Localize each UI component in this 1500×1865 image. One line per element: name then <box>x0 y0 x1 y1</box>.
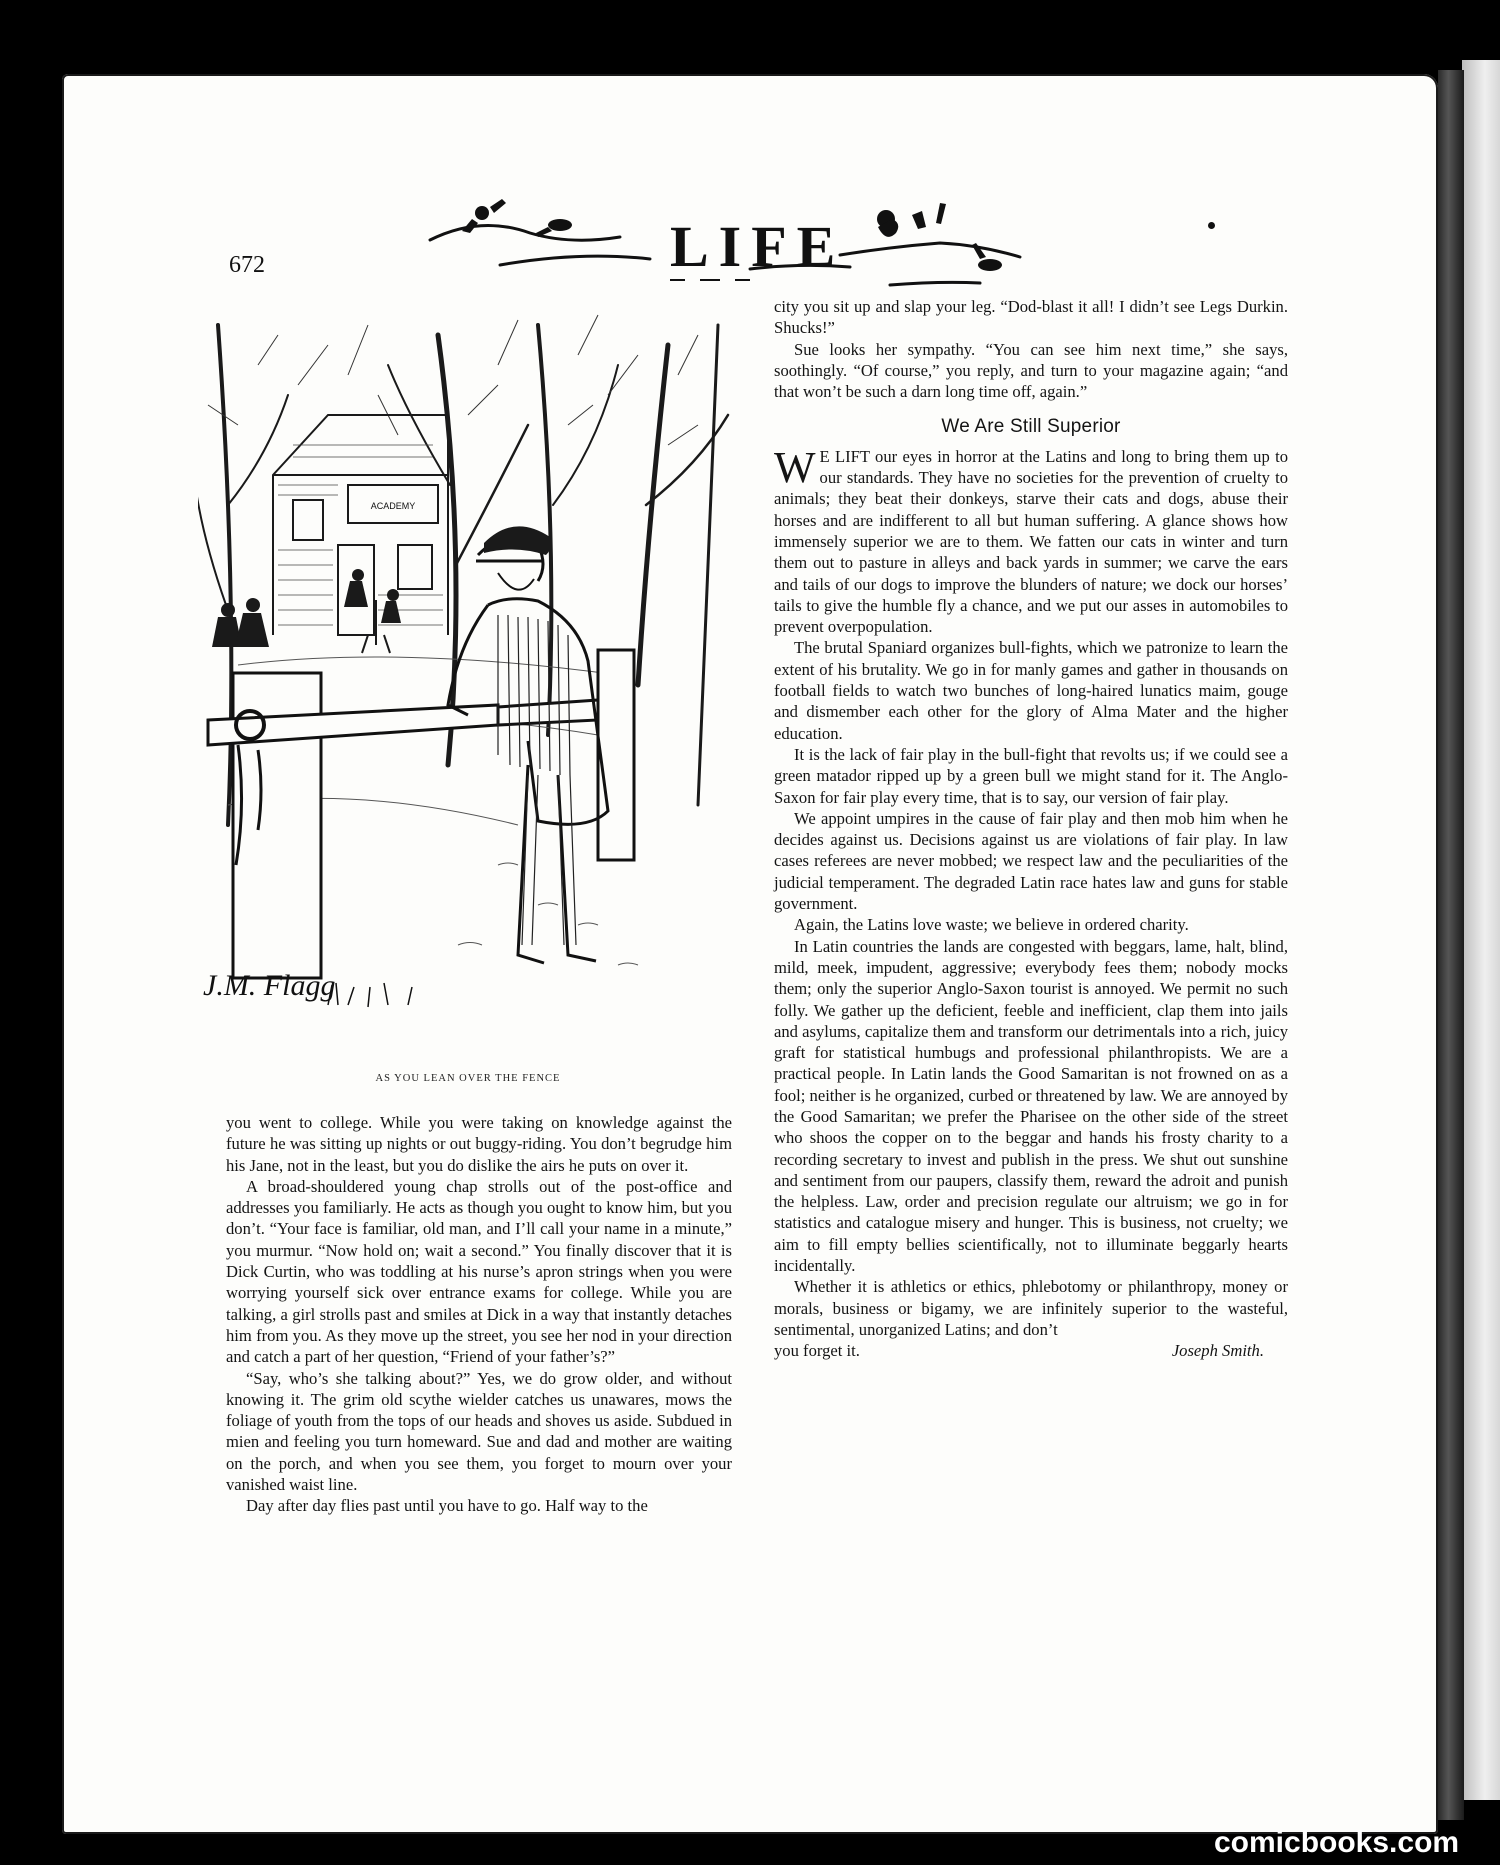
left-paragraph-4: Day after day flies past until you have to go. Half way to the <box>246 1496 648 1516</box>
masthead <box>420 185 1040 295</box>
article-paragraph-3: It is the lack of fair play in the bull-fight that revolts us; if we could see a green matador ripped up by a green bull we might stand for it. The Anglo-Saxon for fair play every time, that is to say, our version of fair play. <box>774 744 1288 807</box>
right-lead-paragraph-2: Sue looks her sympathy. “You can see him next time,” she says, soothingly. “Of course,” you reply, and turn to your magazine again; “and that won’t be such a darn long time off, again.” <box>774 339 1288 402</box>
article-paragraph-7: Whether it is athletics or ethics, phlebotomy or philanthropy, money or morals, business or bigamy, we are infinitely superior to the wasteful, sentimental, unorganized Latins; and don’t <box>774 1277 1288 1339</box>
signature-line <box>774 1340 1288 1361</box>
dropcap-letter: W <box>774 442 816 492</box>
first-paragraph-text: E LIFT our eyes in horror at the Latins and long to bring them up to our standards. They have no societies for the prevention of cruelty to animals; they beat their donkeys, starve their cats and dogs, abuse their horses and are indifferent to all but human suffering. A glance shows how immensely superior we are to them. We fatten our cats in winter and turn them out to pasture in alleys and back yards in summer; we carve the ears and tails of our dogs to improve the blunders of nature; we dock our horses’ tails to give the humble fly a chance, and we put our asses in automobiles to prevent overpopulation. <box>774 446 1288 637</box>
left-column <box>226 1112 732 1517</box>
masthead-title: LIFE <box>670 214 846 279</box>
fence-scene-drawing <box>198 305 738 1070</box>
ink-dot <box>1208 222 1215 229</box>
author-byline: Joseph Smith. <box>1171 1341 1264 1361</box>
academy-sign-text: ACADEMY <box>370 501 416 511</box>
artist-signature: J.M. Flagg <box>203 969 336 1002</box>
page-number: 672 <box>229 252 265 278</box>
illustration-caption: AS YOU LEAN OVER THE FENCE <box>375 1073 561 1084</box>
binding-gutter <box>1438 70 1464 1820</box>
right-lead-paragraph-1: city you sit up and slap your leg. “Dod-blast it all! I didn’t see Legs Durkin. Shucks!” <box>774 297 1288 338</box>
article-paragraph-5: Again, the Latins love waste; we believe in ordered charity. <box>794 915 1189 935</box>
left-paragraph-2: A broad-shouldered young chap strolls out of the post-office and addresses you familiarly. He acts as though you ought to know him, but you don’t. “Your face is familiar, old man, and I’ll call your name in a minute,” you murmur. “Now hold on; wait a second.” You finally discover that it is Dick Curtin, who was toddling at his nurse’s apron strings when you were worrying yourself sick over entrance exams for college. While you are talking, a girl strolls past and smiles at Dick in a way that instantly detaches him from you. As they move up the street, you see her nod in your direction and catch a part of her question, “Friend of your father’s?” <box>226 1176 732 1367</box>
next-page-edge <box>1462 60 1500 1800</box>
left-paragraph-3: “Say, who’s she talking about?” Yes, we do grow older, and without knowing it. The grim old scythe wielder catches us unawares, mows the foliage of youth from the tops of our heads and shoves us aside. Subdued in mien and feeling you turn homeward. Sue and dad and mother are waiting on the porch, and when you see them, you forget to mourn over your vanished waist line. <box>226 1368 732 1495</box>
watermark: comicbooks.com <box>1214 1826 1460 1859</box>
right-column <box>774 296 1288 1362</box>
closing-text: you forget it. <box>774 1341 860 1361</box>
article-paragraph-2: The brutal Spaniard organizes bull-fights, which we patronize to learn the extent of his brutality. We go in for manly games and gather in thousands on football fields to watch two bunches of long-haired lunatics maim, gouge and dismember each other for the glory of Alma Mater and the higher education. <box>774 638 1288 743</box>
article-first-paragraph <box>774 442 1288 638</box>
illustration <box>198 305 738 1070</box>
article-paragraph-6: In Latin countries the lands are congested with beggars, lame, halt, blind, mild, meek, impudent, aggressive; everybody fees them; nobody mocks them; only the superior Anglo-Saxon tourist is annoyed. We permit no such folly. We gather up the deficient, feeble and inefficient, clap them into jails and asylums, capitalize them and transform our detrimentals into a rich, juicy graft for statistical humbugs and professional philanthropists. We are a practical people. In Latin lands the Good Samaritan is not frowned on as a fool; neither is he organized, curbed or threatened by law. We are annoyed by the Good Samaritan; we prefer the Pharisee on the other side of the street who shoos the copper on to the beggar and hands his frosty charity to a recording secretary to invest and publish in the press. We shut out sunshine and sentiment from our paupers, classify them, reward the adroit and punish the helpless. Law, order and precision regulate our altruism; we go in for statistics and catalogue misery and hunger. This is business, not cruelty; we aim to fill empty bellies scientifically, not to illuminate beggarly hearts incidentally. <box>774 936 1288 1276</box>
left-paragraph-1: you went to college. While you were taking on knowledge against the future he was sitting up nights or out buggy-riding. You don’t begrudge him his Jane, not in the least, but you do dislike the airs he puts on over it. <box>226 1113 732 1175</box>
article-paragraph-4: We appoint umpires in the cause of fair play and then mob him when he decides against us. Decisions against us are violations of fair play. In law cases referees are never mobbed; we respect law and the peculiarities of the judicial temperament. The degraded Latin race hates law and guns for stable government. <box>774 808 1288 914</box>
article-title: We Are Still Superior <box>941 416 1121 438</box>
